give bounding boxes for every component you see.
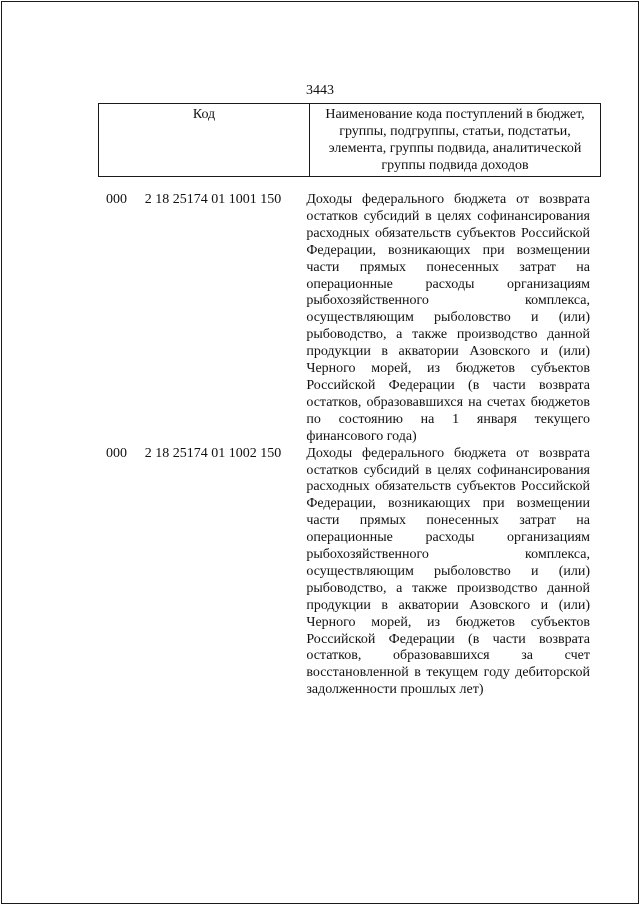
list-item xyxy=(106,446,590,700)
entry-description: Доходы федерального бюджета от возврата остатков субсидий в целях софинансирования расходных обязательств субъектов Российской Федерации, возникающих при возмещении части прямых понесенных затрат на операционные расходы организациям рыбохозяйственного комплекса, осуществляющим рыболовство и (или) рыбоводство, а также производство данной продукции в акватории Азовского и (или) Черного морей, из бюджетов субъектов Российской Федерации (в части возврата остатков, образовавшихся на счетах бюджетов по состоянию на 1 января текущего финансового года) xyxy=(306,192,590,444)
entry-code: 2 18 25174 01 1002 150 xyxy=(144,445,282,461)
page-number: 3443 xyxy=(306,83,334,98)
list-item xyxy=(106,192,590,446)
header-name-cell: Наименование кода поступлений в бюджет, группы, подгруппы, статьи, подстатьи, элемента, группы подвида, аналитической группы подвида доходов xyxy=(310,104,601,177)
entry-description: Доходы федерального бюджета от возврата остатков субсидий в целях софинансирования расходных обязательств субъектов Российской Федерации, возникающих при возмещении части прямых понесенных затрат на операционные расходы организациям рыбохозяйственного комплекса, осуществляющим рыболовство и (или) рыбоводство, а также производство данной продукции в акватории Азовского и (или) Черного морей, из бюджетов субъектов Российской Федерации (в части возврата остатков, образовавшихся за счет восстановленной в текущем году дебиторской задолженности прошлых лет) xyxy=(306,445,590,698)
document-page xyxy=(1,1,639,904)
header-code-cell: Код xyxy=(99,104,310,177)
entry-code: 2 18 25174 01 1001 150 xyxy=(144,192,282,207)
entry-prefix: 000 xyxy=(106,192,127,207)
header-table xyxy=(98,103,601,177)
entries-list xyxy=(106,192,590,699)
entry-prefix: 000 xyxy=(106,445,127,461)
